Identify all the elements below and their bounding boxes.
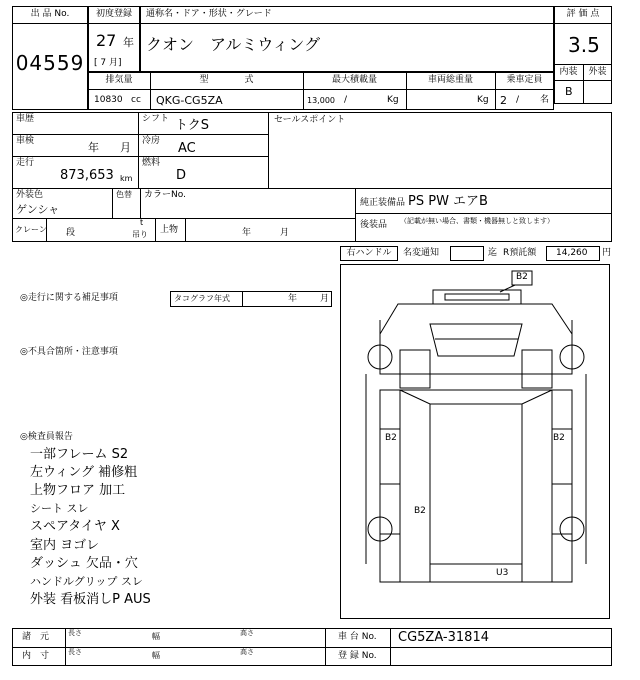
crane-hanging: 吊り [132, 230, 148, 239]
inspector-line: 外装 看板消しP AUS [30, 592, 151, 607]
capacity-separator: / [516, 95, 520, 105]
recycle-label: R預託額 [503, 248, 537, 258]
crane-label: クレーン [15, 225, 47, 234]
truck-outline-icon [340, 264, 610, 619]
damage-mark: B2 [516, 272, 528, 282]
color-number-label: カラーNo. [144, 190, 186, 200]
shift-label: シフト [142, 114, 170, 124]
max-load-unit: Kg [387, 95, 399, 105]
inspector-line: スペアタイヤ X [30, 519, 120, 534]
mileage-unit: km [120, 174, 133, 183]
score-value: 3.5 [568, 33, 600, 57]
gross-weight-label: 車両総重量 [427, 75, 473, 85]
displacement-value: 10830 [94, 95, 123, 105]
score-label: 評 価 点 [566, 9, 600, 19]
fuel-value: D [176, 168, 187, 183]
damage-mark: B2 [553, 433, 565, 443]
tachograph-month: 月 [320, 294, 330, 304]
exterior-label: 外装 [588, 67, 607, 77]
upper-body-label: 上物 [160, 225, 179, 235]
capacity-unit: 名 [540, 95, 550, 105]
chassis-number-label: 車 台 No. [338, 632, 377, 642]
tachograph-year: 年 [288, 294, 298, 304]
inner-dimensions-label: 内 寸 [22, 651, 50, 661]
inspector-line: シート スレ [30, 502, 89, 515]
recycle-unit: 円 [602, 248, 612, 258]
aircon-value: AC [178, 141, 196, 156]
inspector-report-label: ◎検査員報告 [20, 432, 73, 442]
width-label: 幅 [152, 632, 160, 641]
max-load-label: 最大積載量 [331, 75, 377, 85]
crane-tonnage-unit: t [140, 218, 144, 227]
lot-number: 04559 [15, 51, 85, 75]
length-label: 長さ [68, 629, 82, 637]
inspector-line: ハンドルグリップ スレ [30, 575, 143, 588]
interior-grade: B [565, 85, 573, 98]
dimensions-label: 諸 元 [22, 632, 50, 642]
excess-label: 迄 [488, 248, 498, 258]
recycle-value: 14,260 [556, 248, 588, 258]
mileage-value: 873,653 [60, 168, 114, 183]
registration-month: [ 7 月] [94, 58, 122, 68]
name-change-box [450, 246, 484, 261]
upper-body-year: 年 [242, 228, 252, 238]
inspector-line: 上物フロア 加工 [30, 483, 126, 498]
gross-weight-unit: Kg [477, 95, 489, 105]
lot-number-label: 出 品 No. [30, 9, 70, 19]
inspection-month: 月 [120, 141, 131, 154]
model-name-label: 通称名・ドア・形状・グレード [146, 9, 272, 19]
damage-mark: U3 [496, 568, 509, 578]
displacement-label: 排気量 [105, 75, 133, 85]
model-code-label: 型 式 [199, 75, 254, 85]
equipment-label: 純正装備品 [360, 198, 406, 208]
upper-body-month: 月 [280, 228, 290, 238]
registration-year-unit: 年 [123, 36, 134, 49]
fuel-label: 燃料 [142, 158, 161, 168]
inner-height-label: 高さ [240, 648, 254, 656]
mileage-label: 走行 [16, 158, 35, 168]
registration-year: 27 [96, 31, 117, 50]
interior-label: 内装 [559, 67, 578, 77]
damage-mark: B2 [414, 506, 426, 516]
color-change-label: 色替 [116, 190, 132, 199]
exterior-color-value: ゲンシャ [16, 203, 60, 216]
inspection-label: 車検 [16, 136, 35, 146]
aftermarket-label: 後装品 [360, 220, 388, 230]
first-registration-label: 初度登録 [95, 9, 132, 19]
history-label: 車歴 [16, 114, 35, 124]
tachograph-label: タコグラフ年式 [174, 294, 230, 303]
equipment-value: PS PW エアB [408, 194, 488, 209]
aftermarket-note: （記載が無い場合、書類・機器無しと致します） [400, 217, 554, 225]
name-change-label: 名変通知 [403, 248, 440, 258]
height-label: 高さ [240, 629, 254, 637]
max-load-value: 13,000 [307, 96, 335, 105]
displacement-unit: cc [131, 95, 141, 105]
damage-mark: B2 [385, 433, 397, 443]
inner-width-label: 幅 [152, 651, 160, 660]
registration-number-label: 登 録 No. [338, 651, 377, 661]
defects-label: ◎不具合箇所・注意事項 [20, 347, 118, 357]
inspection-year: 年 [88, 141, 99, 154]
model-name: クオン アルミウィング [146, 35, 321, 54]
shift-value: トクS [175, 118, 209, 133]
inner-length-label: 長さ [68, 648, 82, 656]
crane-stage: 段 [66, 228, 76, 238]
capacity-label: 乗車定員 [506, 75, 543, 85]
aircon-label: 冷房 [142, 136, 161, 146]
selling-points-label: セールスポイント [274, 115, 346, 125]
max-load-separator: / [344, 95, 348, 105]
inspector-line: ダッシュ 欠品・穴 [30, 556, 138, 571]
inspector-line: 一部フレーム S2 [30, 447, 129, 462]
capacity-value: 2 [500, 94, 507, 107]
driving-notes-label: ◎走行に関する補足事項 [20, 293, 118, 303]
model-code: QKG-CG5ZA [156, 94, 223, 107]
exterior-color-label: 外装色 [16, 190, 44, 200]
rhd-label: 右ハンドル [346, 248, 392, 258]
chassis-number: CG5ZA-31814 [398, 630, 489, 645]
inspector-line: 室内 ヨゴレ [30, 538, 100, 553]
inspector-line: 左ウィング 補修粗 [30, 465, 138, 480]
